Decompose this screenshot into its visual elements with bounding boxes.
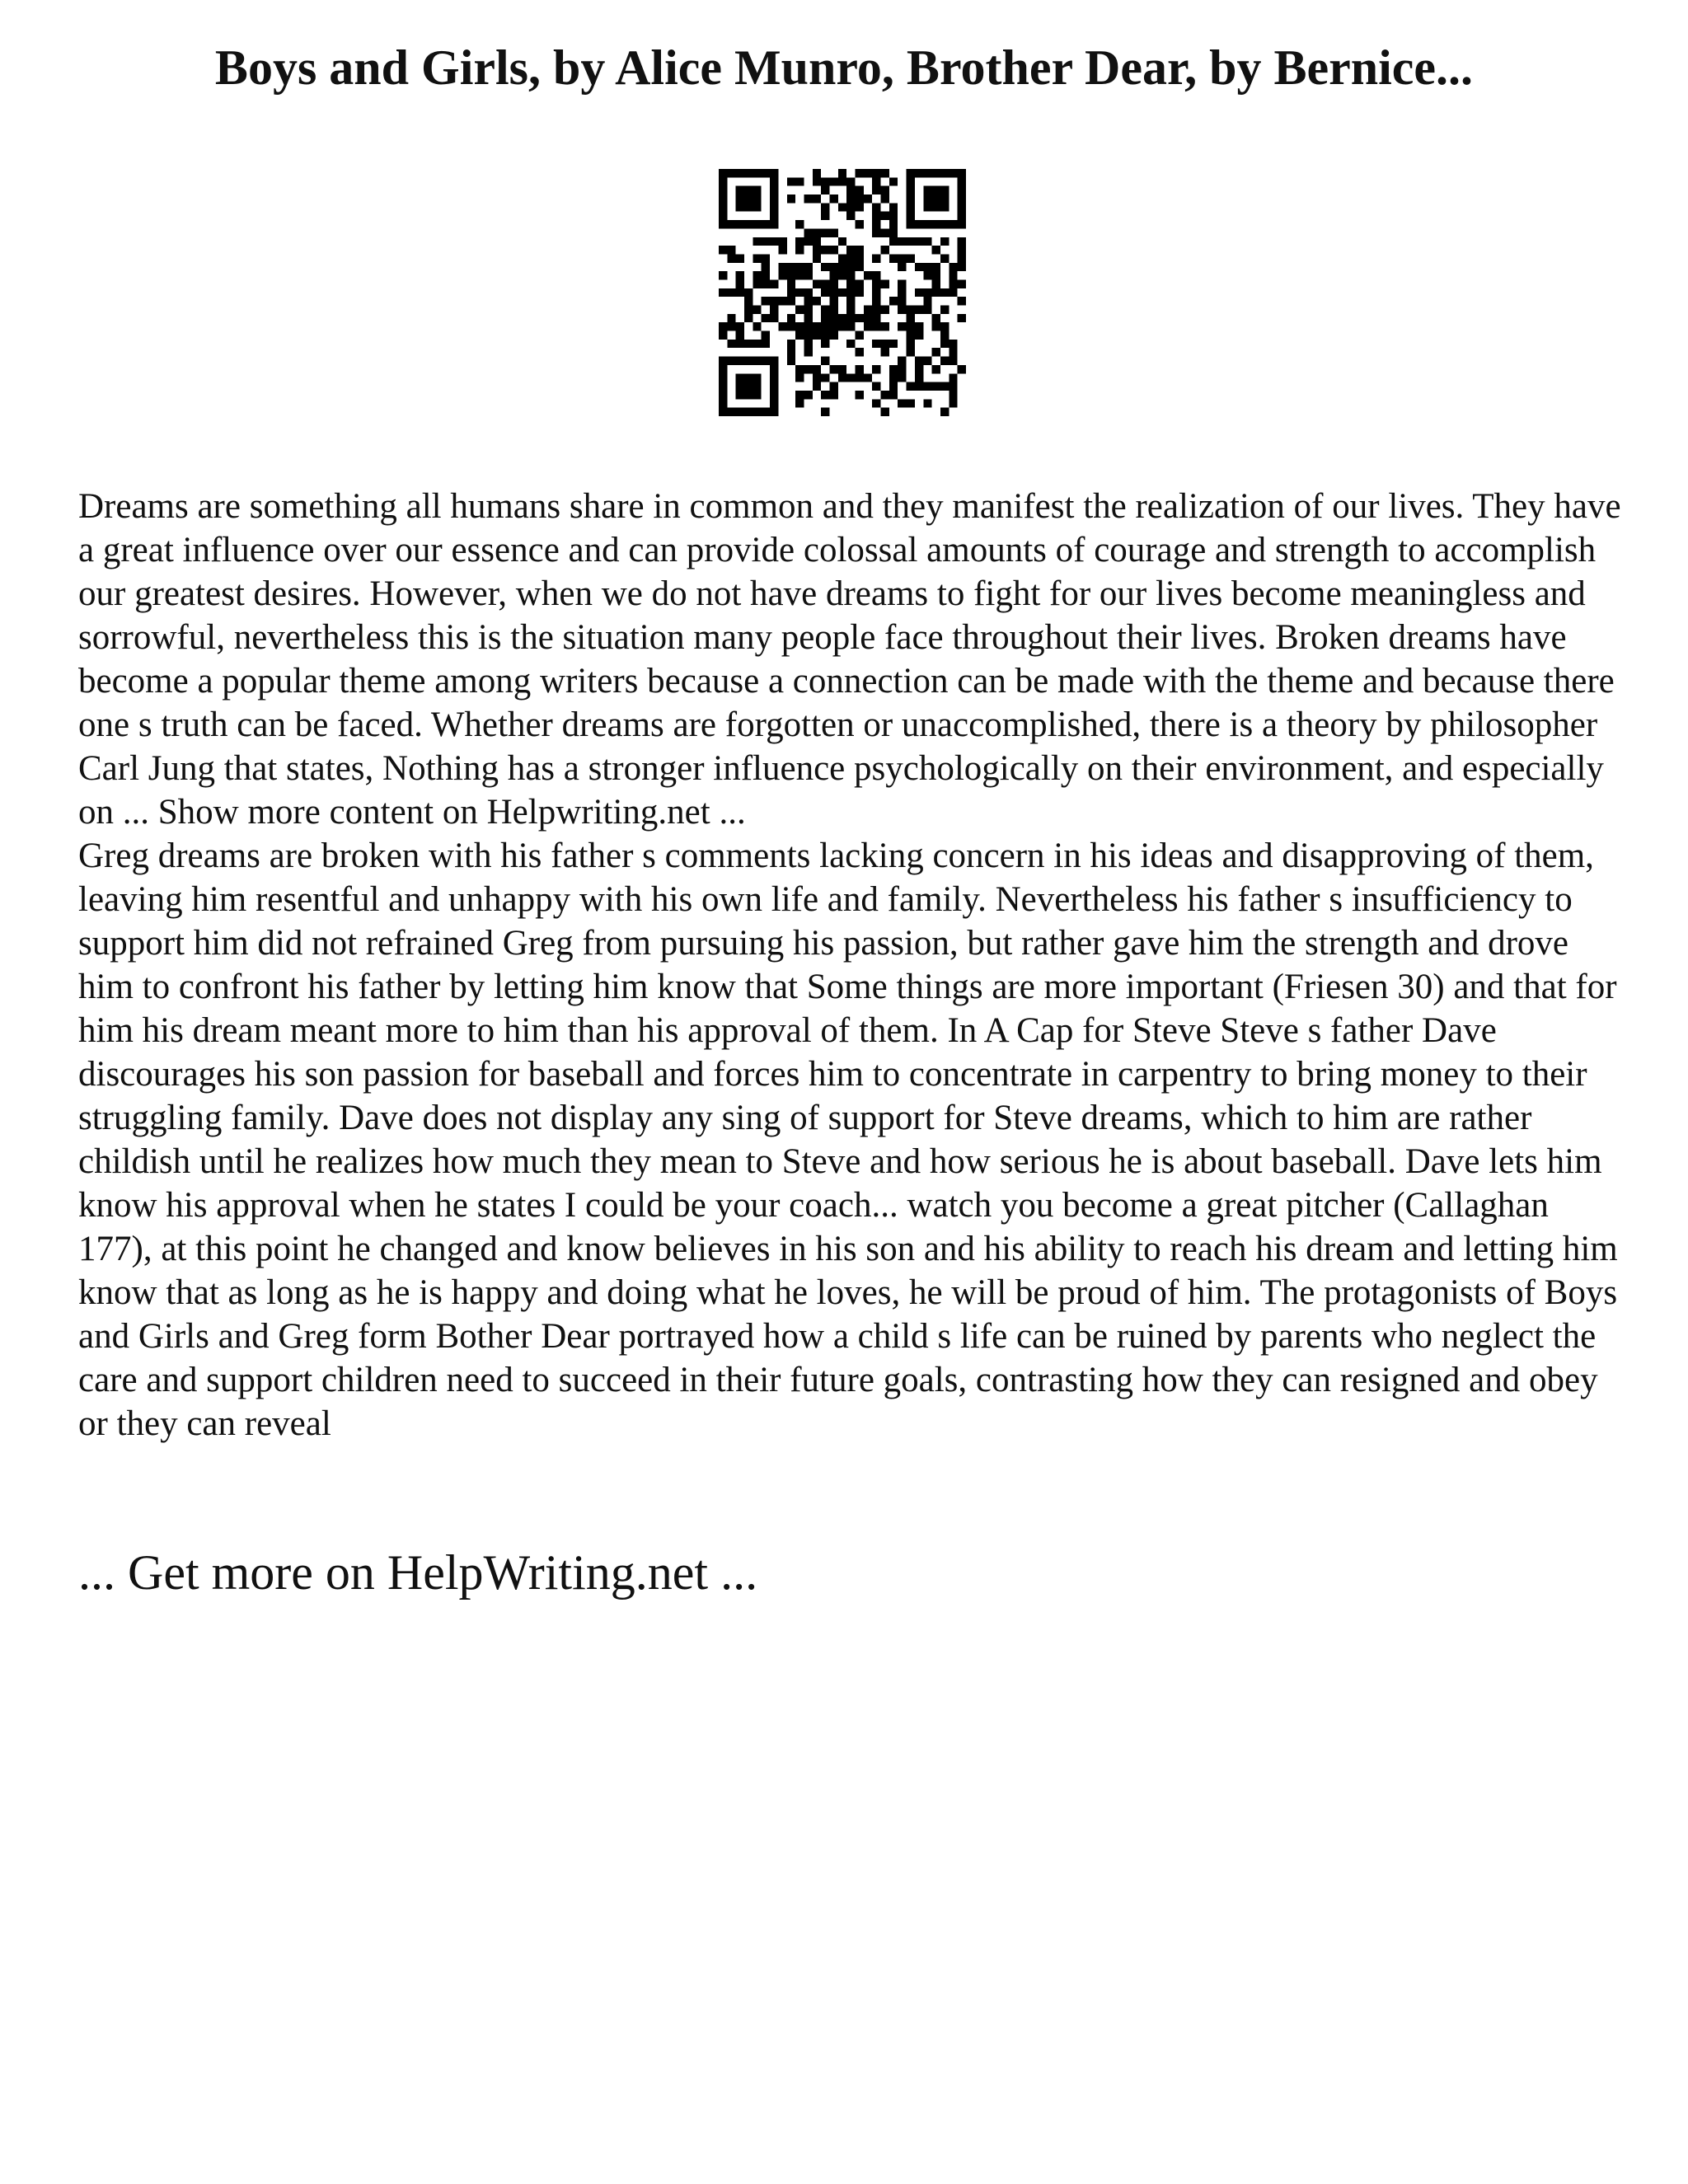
article-body [78,485,1628,1446]
article-paragraph: Greg dreams are broken with his father s comments lacking concern in his ideas and disapproving of them, leaving him resentful and unhappy with his own life and family. Nevertheless his father s insufficiency to support him did not refrained Greg from pursuing his passion, but rather gave him the strength and drove him to confront his father by letting him know that Some things are more important (Friesen 30) and that for him his dream meant more to him than his approval of them. In A Cap for Steve Steve s father Dave discourages his son passion for baseball and forces him to concentrate in carpentry to bring money to their struggling family. Dave does not display any sing of support for Steve dreams, which to him are rather childish until he realizes how much they mean to Steve and how serious he is about baseball. Dave lets him know his approval when he states I could be your coach... watch you become a great pitcher (Callaghan 177), at this point he changed and know believes in his son and his ability to reach his dream and letting him know that as long as he is happy and doing what he loves, he will be proud of him. The protagonists of Boys and Girls and Greg form Bother Dear portrayed how a child s life can be ruined by parents who neglect the care and support children need to succeed in their future goals, contrasting how they can resigned and obey or they can reveal [78,837,1618,1443]
qr-code-icon [719,169,966,416]
page-title: Boys and Girls, by Alice Munro, Brother Dear, by Bernice... [214,40,1474,95]
article-paragraph: Dreams are something all humans share in common and they manifest the realization of our lives. They have a great influence over our essence and can provide colossal amounts of courage and strength to accomplish our greatest desires. However, when we do not have dreams to fight for our lives become meaningless and sorrowful, nevertheless this is the situation many people face throughout their lives. Broken dreams have become a popular theme among writers because a connection can be made with the theme and because there one s truth can be faced. Whether dreams are forgotten or unaccomplished, there is a theory by philosopher Carl Jung that states, Nothing has a stronger influence psychologically on their environment, and especially on ... Show more content on Helpwriting.net ... [78,487,1621,832]
get-more-link[interactable]: ... Get more on HelpWriting.net ... [78,1545,758,1600]
